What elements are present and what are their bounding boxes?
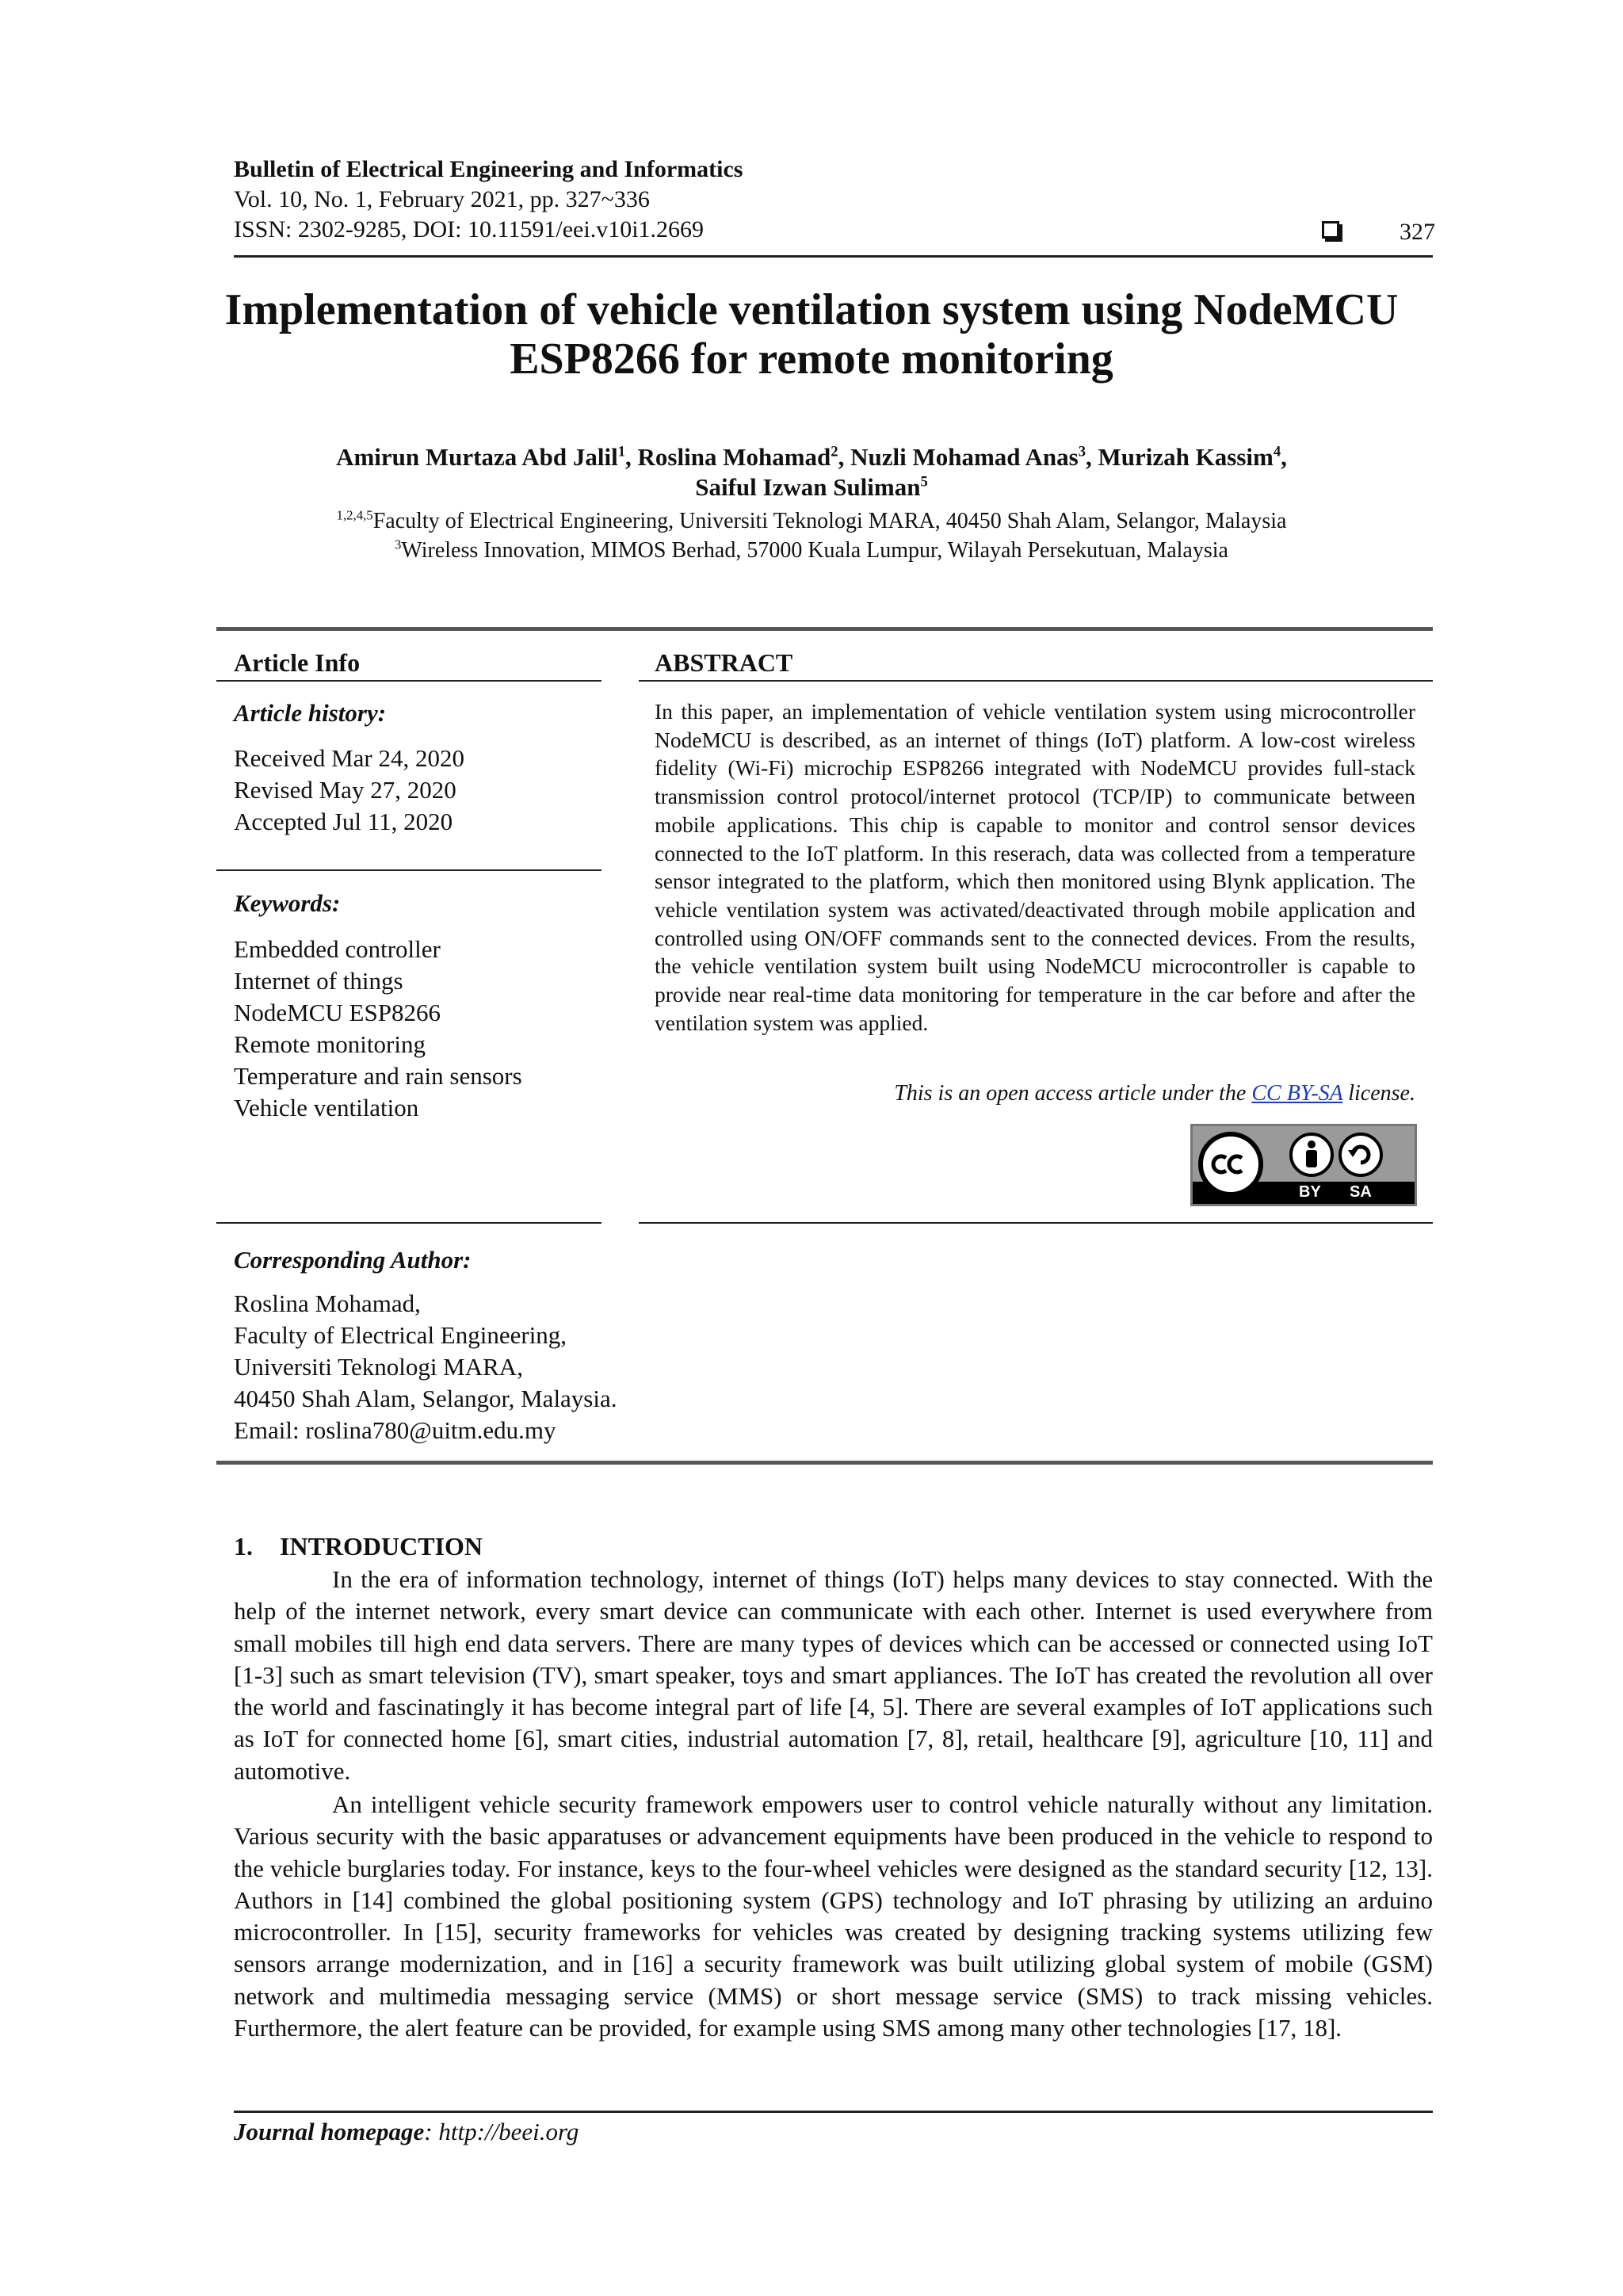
author-name: Saiful Izwan Suliman <box>695 473 921 501</box>
history-accepted: Accepted Jul 11, 2020 <box>234 808 453 835</box>
license-statement <box>894 1081 1415 1106</box>
title-line-2: ESP8266 for remote monitoring <box>510 334 1113 384</box>
keyword: Vehicle ventilation <box>234 1094 419 1121</box>
affiliation <box>190 537 1433 565</box>
keyword: Embedded controller <box>234 935 441 963</box>
info-box-bottom-rule <box>216 1461 1433 1465</box>
page-number: 327 <box>1400 219 1435 245</box>
corresponding-line: 40450 Shah Alam, Selangor, Malaysia. <box>234 1385 617 1412</box>
corresponding-details <box>234 1288 617 1446</box>
cc-sa-label: SA <box>1350 1183 1372 1201</box>
author-name: Nuzli Mohamad Anas <box>850 443 1079 471</box>
author-sup: 1 <box>617 443 626 460</box>
keyword-list <box>234 934 522 1124</box>
intro-heading <box>234 1532 483 1561</box>
corresponding-line: Roslina Mohamad, <box>234 1289 421 1317</box>
share-alike-icon <box>1340 1134 1381 1175</box>
corresponding-email[interactable]: Email: roslina780@uitm.edu.my <box>234 1416 556 1444</box>
license-suffix: license. <box>1342 1081 1415 1106</box>
keyword: NodeMCU ESP8266 <box>234 999 441 1026</box>
affiliation-text: Faculty of Electrical Engineering, Universiti Teknologi MARA, 40450 Shah Alam, Selangor, Malaysia <box>372 509 1287 533</box>
affiliation-sup: 3 <box>395 537 402 552</box>
author-name: Roslina Mohamad <box>637 443 831 471</box>
affiliation <box>190 507 1433 536</box>
abstract-heading: ABSTRACT <box>655 648 793 677</box>
author-sup: 4 <box>1273 443 1281 460</box>
author-list: Amirun Murtaza Abd Jalil$^1$, Roslina Mohamad$^2$, Nuzli Mohamad Anas$^3$, Murizah Kassim$^4$, Saiful Izwan Suliman$^5$ <box>336 443 1287 501</box>
info-box-top-rule <box>216 627 1433 631</box>
history-heading: Article history: <box>234 699 387 727</box>
cc-by-label: BY <box>1299 1183 1321 1201</box>
keywords-heading: Keywords: <box>234 889 341 917</box>
license-prefix: This is an open access article under the <box>894 1081 1252 1106</box>
section-number: 1. <box>234 1532 253 1561</box>
homepage-url[interactable]: : http://beei.org <box>424 2118 579 2145</box>
author-sup: 5 <box>920 473 928 491</box>
abstract-rule <box>639 680 1433 682</box>
abstract-text: In this paper, an implementation of vehicle ventilation system using microcontroller NodeMCU is described, as an internet of things (IoT) platform. A low-cost wireless fidelity (Wi-Fi) microchip ESP8266 integrated with NodeMCU provides full-stack transmission control protocol/internet protocol (TCP/IP) to communicate between mobile applications. This chip is capable to monitor and control sensor devices connected to the IoT platform. In this reserach, data was collected from a temperature sensor integrated to the platform, which then monitored using Blynk application. The vehicle ventilation system was activated/deactivated through mobile application and controlled using ON/OFF commands sent to the connected devices. From the results, the vehicle ventilation system built using NodeMCU microcontroller is capable to provide near real-time data monitoring for temperature in the car before and after the ventilation system was applied. <box>655 699 1415 1035</box>
cc-by-sa-badge[interactable] <box>1190 1124 1417 1206</box>
header-rule <box>234 255 1433 258</box>
article-info-rule <box>216 680 601 682</box>
corresponding-line: Universiti Teknologi MARA, <box>234 1353 523 1381</box>
title-line-1: Implementation of vehicle ventilation system using NodeMCU <box>224 285 1399 334</box>
intro-paragraph-2: An intelligent vehicle security framework empowers user to control vehicle naturally without any limitation. Various security with the basic apparatuses or advancement equipments have been produced in the vehicle to respond to the vehicle burglaries today. For instance, keys to the four-wheel vehicles were designed as the standard security [12, 13]. Authors in [14] combined the global positioning system (GPS) technology and IoT phrasing by utilizing an arduino microcontroller. In [15], security frameworks for vehicles was created by designing tracking systems utilizing few sensors arrange modernization, and in [16] a security framework was built utilizing global system of mobile (GSM) network and multimedia messaging service (MMS) or short message service (SMS) to track missing vehicles. Furthermore, the alert feature can be provided, for example using SMS among many other technologies [17, 18]. <box>234 1790 1433 2042</box>
corresponding-line: Faculty of Electrical Engineering, <box>234 1321 567 1349</box>
journal-volume: Vol. 10, No. 1, February 2021, pp. 327~336 <box>234 186 650 212</box>
author-sup: 2 <box>831 443 838 460</box>
journal-name: Bulletin of Electrical Engineering and Informatics <box>234 156 743 182</box>
square-bullet-icon <box>1322 221 1339 239</box>
author-name: Murizah Kassim <box>1098 443 1274 471</box>
intro-paragraph-1: In the era of information technology, internet of things (IoT) helps many devices to stay connected. With the help of the internet network, every smart device can communicate with each other. Internet is used everywhere from small mobiles till high end data servers. There are many types of devices which can be accessed or connected using IoT [1-3] such as smart television (TV), smart speaker, toys and smart appliances. The IoT has created the revolution all over the world and fascinatingly it has become integral part of life [4, 5]. There are several examples of IoT applications such as IoT for connected home [6], smart cities, industrial automation [7, 8], retail, healthcare [9], agriculture [10, 11] and automotive. <box>234 1565 1433 1785</box>
corresponding-heading: Corresponding Author: <box>234 1246 472 1274</box>
keyword: Remote monitoring <box>234 1030 426 1058</box>
author-sup: 3 <box>1078 443 1086 460</box>
homepage-label: Journal homepage <box>234 2118 425 2145</box>
journal-issn: ISSN: 2302-9285, DOI: 10.11591/eei.v10i1.2669 <box>234 216 705 243</box>
keyword: Internet of things <box>234 967 403 995</box>
history-list <box>234 743 464 838</box>
abstract-bottom-rule <box>639 1222 1433 1224</box>
history-revised: Revised May 27, 2020 <box>234 776 456 804</box>
article-info-heading: Article Info <box>234 648 361 677</box>
journal-homepage <box>234 2118 579 2146</box>
affiliation-sup: 1,2,4,5 <box>336 507 373 523</box>
cc-by-sa-link[interactable]: CC BY-SA <box>1251 1081 1343 1106</box>
keywords-rule <box>216 1222 601 1224</box>
history-rule <box>216 869 601 871</box>
author-name: Amirun Murtaza Abd Jalil <box>336 443 618 471</box>
history-received: Received Mar 24, 2020 <box>234 744 464 772</box>
section-title: INTRODUCTION <box>280 1532 483 1561</box>
paper-title <box>190 285 1433 384</box>
keyword: Temperature and rain sensors <box>234 1062 522 1090</box>
affiliation-text: Wireless Innovation, MIMOS Berhad, 57000 Kuala Lumpur, Wilayah Persekutuan, Malaysia <box>401 538 1228 563</box>
footer-rule <box>234 2111 1433 2113</box>
